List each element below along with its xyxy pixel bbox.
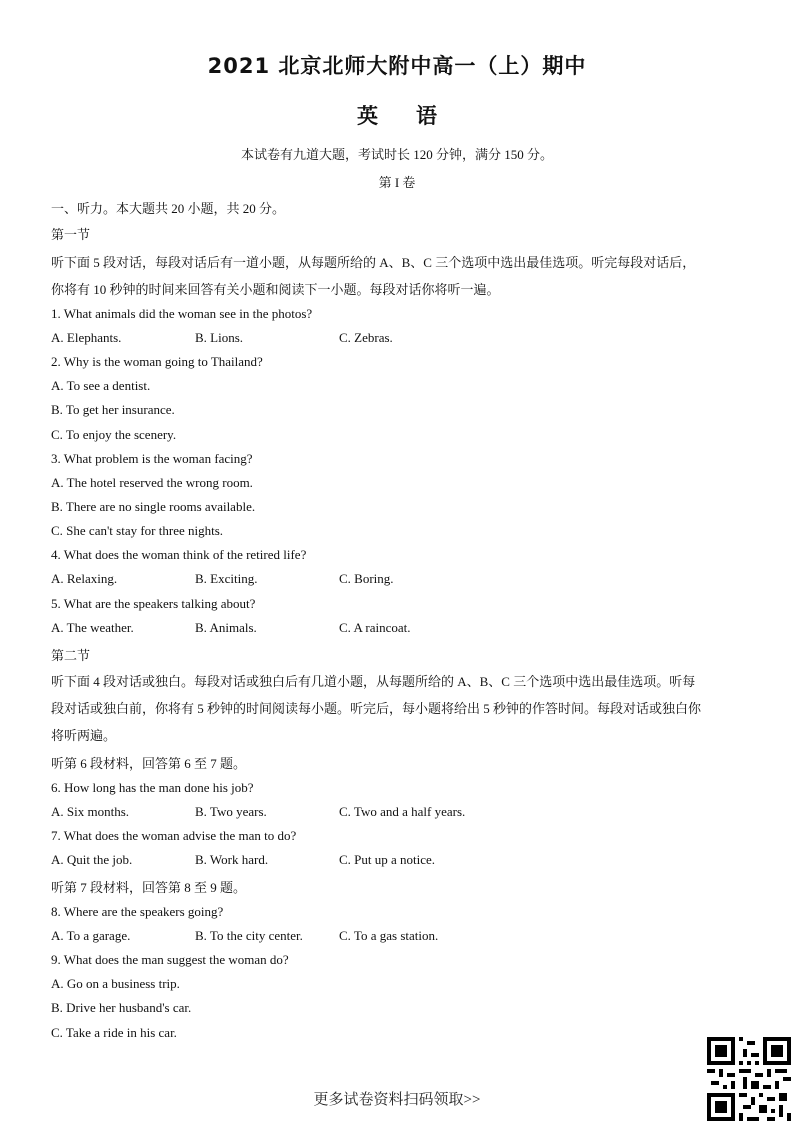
part1-instruction-line2: 你将有 10 秒钟的时间来回答有关小题和阅读下一小题。每段对话你将听一遍。 (51, 282, 500, 297)
q6-option-c: C. Two and a half years. (339, 804, 466, 819)
footer-scan-prompt[interactable]: 更多试卷资料扫码领取>> (313, 1092, 481, 1108)
q2-option-b: B. To get her insurance. (51, 402, 175, 417)
q1-option-c: C. Zebras. (339, 330, 393, 345)
subject-title: 英语 (357, 104, 475, 128)
qr-code-icon[interactable] (707, 1037, 791, 1121)
q5-option-a: A. The weather. (51, 620, 134, 635)
q3-option-a: A. The hotel reserved the wrong room. (51, 475, 253, 490)
q2-option-c: C. To enjoy the scenery. (51, 427, 177, 442)
question-2: 2. Why is the woman going to Thailand? (51, 354, 263, 369)
question-8: 8. Where are the speakers going? (51, 904, 224, 919)
q4-option-b: B. Exciting. (195, 571, 258, 586)
q3-option-b: B. There are no single rooms available. (51, 499, 256, 514)
question-4: 4. What does the woman think of the retired life? (51, 547, 307, 562)
q1-option-a: A. Elephants. (51, 330, 122, 345)
part2-instruction-line2: 段对话或独白前，你将有 5 秒钟的时间阅读每小题。听完后，每小题将给出 5 秒钟的作答时间。每段对话或独白你 (51, 701, 702, 716)
q9-option-c: C. Take a ride in his car. (51, 1025, 177, 1040)
section-heading: 一、听力。本大题共 20 小题，共 20 分。 (51, 201, 286, 216)
material-7-note: 听第 7 段材料，回答第 8 至 9 题。 (51, 880, 247, 895)
q4-option-c: C. Boring. (339, 571, 394, 586)
q8-option-c: C. To a gas station. (339, 928, 439, 943)
question-3: 3. What problem is the woman facing? (51, 451, 253, 466)
question-5: 5. What are the speakers talking about? (51, 596, 256, 611)
q8-option-a: A. To a garage. (51, 928, 131, 943)
part2-instruction-line1: 听下面 4 段对话或独白。每段对话或独白后有几道小题，从每题所给的 A、B、C 三个选项中选出最佳选项。听每 (51, 674, 696, 689)
q8-option-b: B. To the city center. (195, 928, 303, 943)
q4-option-a: A. Relaxing. (51, 571, 118, 586)
question-9: 9. What does the man suggest the woman do? (51, 952, 289, 967)
q6-option-b: B. Two years. (195, 804, 267, 819)
q1-option-b: B. Lions. (195, 330, 244, 345)
question-6: 6. How long has the man done his job? (51, 780, 254, 795)
q5-option-b: B. Animals. (195, 620, 257, 635)
exam-title: 2021 北京北师大附中高一（上）期中 (207, 54, 587, 78)
q2-option-a: A. To see a dentist. (51, 378, 151, 393)
part2-label: 第二节 (51, 648, 91, 663)
q9-option-a: A. Go on a business trip. (51, 976, 180, 991)
part2-instruction-line3: 将听两遍。 (51, 728, 117, 743)
question-7: 7. What does the woman advise the man to do? (51, 828, 297, 843)
q7-option-a: A. Quit the job. (51, 852, 133, 867)
question-1: 1. What animals did the woman see in the photos? (51, 306, 313, 321)
exam-intro: 本试卷有九道大题，考试时长 120 分钟，满分 150 分。 (240, 147, 553, 162)
part1-instruction-line1: 听下面 5 段对话，每段对话后有一道小题，从每题所给的 A、B、C 三个选项中选出最佳选项。听完每段对话后， (51, 255, 696, 270)
q5-option-c: C. A raincoat. (339, 620, 411, 635)
part1-label: 第一节 (51, 227, 91, 242)
q7-option-c: C. Put up a notice. (339, 852, 436, 867)
material-6-note: 听第 6 段材料，回答第 6 至 7 题。 (51, 756, 247, 771)
q7-option-b: B. Work hard. (195, 852, 269, 867)
q6-option-a: A. Six months. (51, 804, 130, 819)
q3-option-c: C. She can't stay for three nights. (51, 523, 224, 538)
volume-label: 第 I 卷 (378, 175, 416, 190)
q9-option-b: B. Drive her husband's car. (51, 1000, 192, 1015)
